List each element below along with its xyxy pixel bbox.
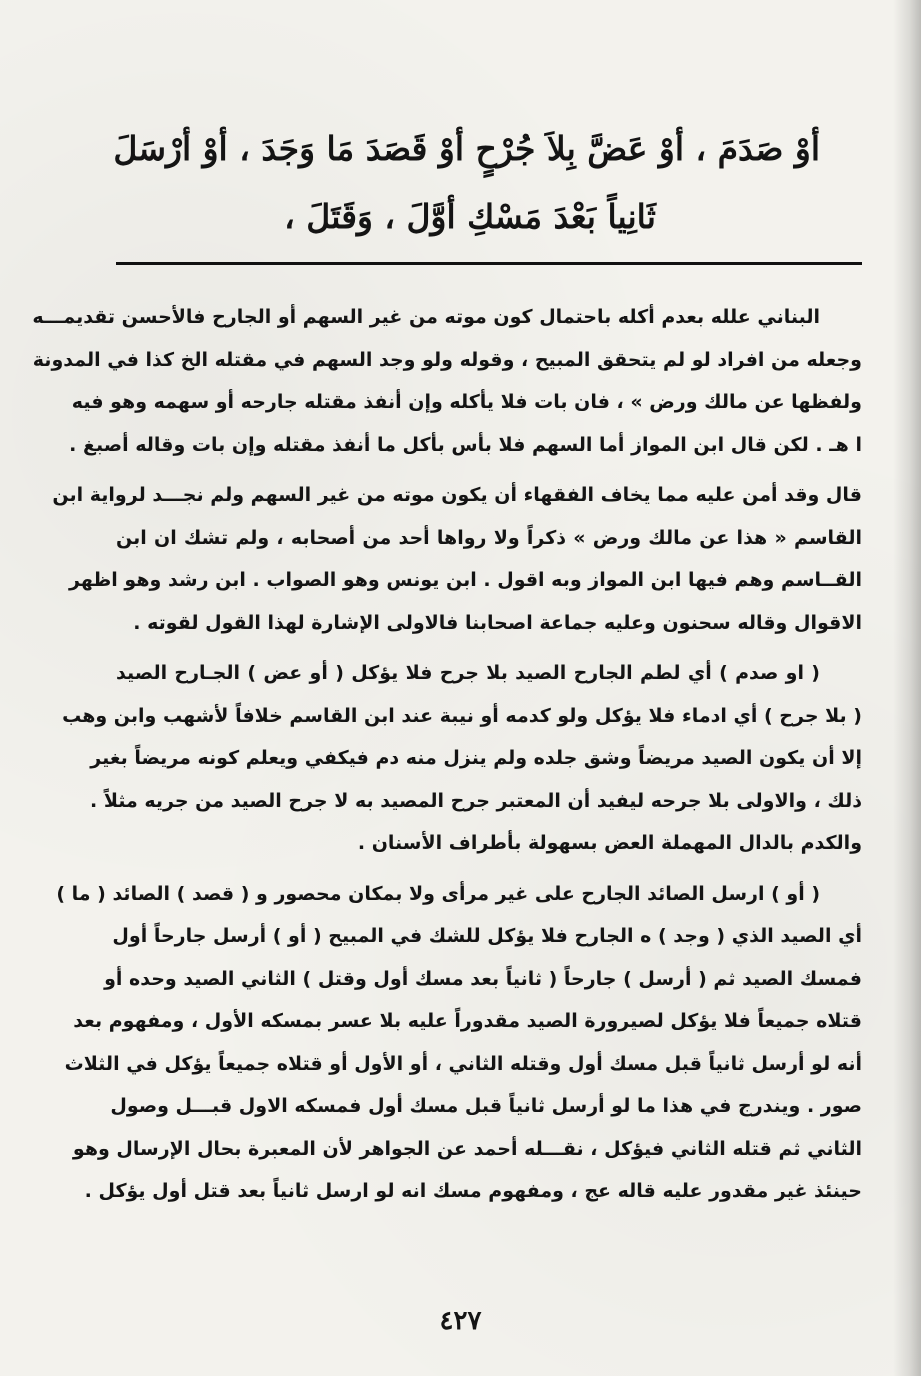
text-line: إلا أن يكون الصيد مريضاً وشق جلده ولم ينزل منه دم فيكفي ويعلم كونه مريضاً بغير [90,747,862,769]
text-line: ولفظها عن مالك ورض » ، فان بات فلا يأكله وإن أنفذ مقتله جارحه أو سهمه وهو فيه [71,391,862,413]
heading-divider [116,262,862,265]
text-line: ذلك ، والاولى بلا جرحه ليفيد أن المعتبر جرح المصيد به لا جرح الصيد من جريه مثلاً . [90,789,862,812]
text-line: القاسم « هذا عن مالك ورض » ذكراً ولا رواها أحد من أصحابه ، ولم تشك ان ابن [116,526,862,549]
page-edge-shadow [893,0,921,1376]
commentary-body [32,296,862,1221]
text-line: صور . ويندرج في هذا ما لو أرسل ثانياً قبل مسك أول فمسكه الاول قبـــل وصول [110,1095,862,1117]
verse-heading-line-1: أوْ صَدَمَ ، أوْ عَضَّ بِلاَ جُرْحٍ أوْ قَصَدَ مَا وَجَدَ ، أوْ أرْسَلَ [113,129,820,168]
text-line: وجعله من افراد لو لم يتحقق المبيح ، وقوله ولو وجد السهم في مقتله الخ كذا في المدونة [32,348,862,371]
text-line: الاقوال وقاله سحنون وعليه جماعة اصحابنا فالاولى الإشارة لهذا القول لقوته . [133,611,862,634]
text-line: القــاسم وهم فيها ابن المواز وبه اقول . ابن يونس وهو الصواب . ابن رشد وهو اظهر [69,569,862,591]
text-line: قتلاه جميعاً فلا يؤكل لصيرورة الصيد مقدوراً عليه بلا عسر بمسكه الأول ، ومفهوم بعد [73,1010,862,1032]
page-number: ٤٢٧ [439,1306,482,1336]
text-line: قال وقد أمن عليه مما يخاف الفقهاء أن يكون موته من غير السهم ولم نجـــد لرواية ابن [52,484,862,506]
verse-heading-line-2: ثَانِياً بَعْدَ مَسْكِ أوَّلَ ، وَقَتَلَ ، [284,197,656,236]
paragraph-1 [32,296,862,466]
text-line: الثاني ثم قتله الثاني فيؤكل ، نقـــله أحمد عن الجواهر لأن المعبرة بحال الإرسال وهو [72,1137,862,1160]
text-line: ( بلا جرح ) أي ادماء فلا يؤكل ولو كدمه أو نيبة عند ابن القاسم خلافاً لأشهب وابن وهب [62,704,862,727]
paragraph-2 [52,474,862,644]
text-line: حينئذ غير مقدور عليه قاله عج ، ومفهوم مسك انه لو ارسل ثانياً بعد قتل أول يؤكل . [84,1180,862,1202]
paragraph-3 [62,652,862,865]
text-line: فمسك الصيد ثم ( أرسل ) جارحاً ( ثانياً بعد مسك أول وقتل ) الثاني الصيد وحده أو [104,967,862,990]
text-line: أي الصيد الذي ( وجد ) ه الجارح فلا يؤكل للشك في المبيح ( أو ) أرسل جارحاً أول [112,925,862,947]
text-line: والكدم بالدال المهملة العض بسهولة بأطراف الأسنان . [357,832,862,854]
text-line: البناني علله بعدم أكله باحتمال كون موته من غير السهم أو الجارح فالأحسن تقديمـــه [32,306,820,328]
text-line: ا هـ . لكن قال ابن المواز أما السهم فلا بأس بأكل ما أنفذ مقتله وإن بات وقاله أصبغ . [69,433,862,456]
paragraph-4 [56,873,862,1213]
text-line: ( او صدم ) أي لطم الجارح الصيد بلا جرح فلا يؤكل ( أو عض ) الجـارح الصيد [116,662,820,684]
text-line: ( أو ) ارسل الصائد الجارح على غير مرأى ولا بمكان محصور و ( قصد ) الصائد ( ما ) [56,882,820,905]
text-line: أنه لو أرسل ثانياً قبل مسك أول وقتله الثاني ، أو الأول أو قتلاه جميعاً يؤكل في الثلاث [64,1052,862,1075]
